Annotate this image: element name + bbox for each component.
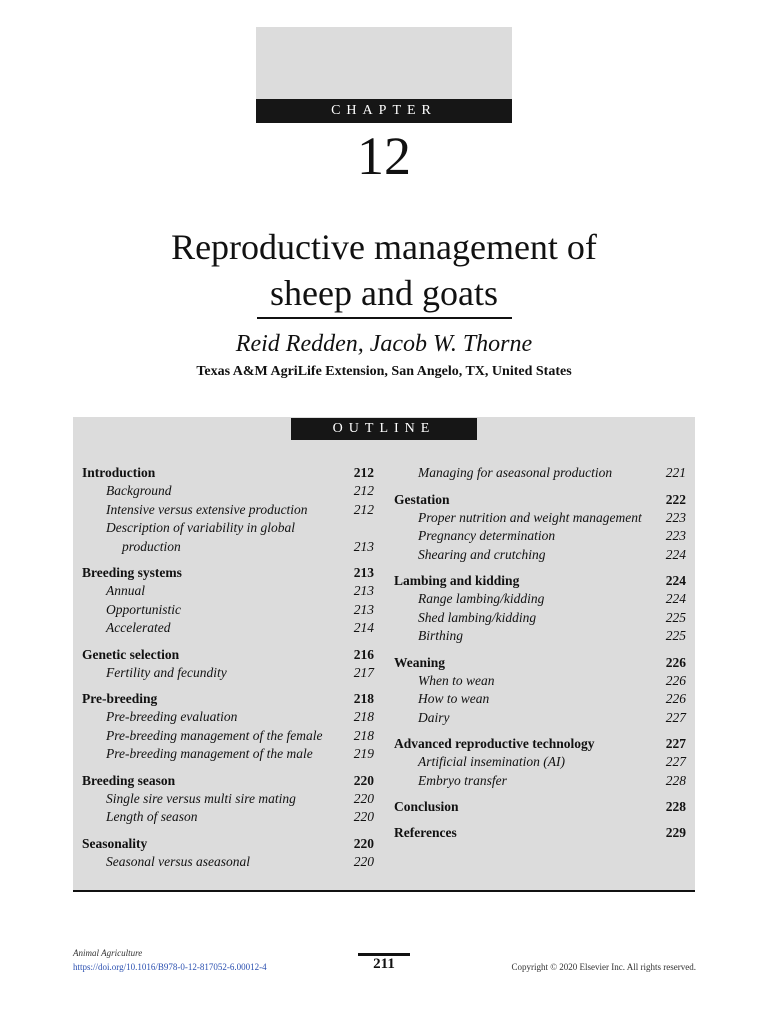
outline-gap	[394, 790, 686, 798]
outline-entry-label: References	[394, 825, 457, 840]
footer-copyright: Copyright © 2020 Elsevier Inc. All rights reserved.	[511, 962, 696, 972]
outline-column-left	[82, 464, 374, 871]
outline-entry-page: 220	[353, 853, 374, 869]
outline-entry-page: 225	[665, 609, 686, 625]
outline-subsection-entry[interactable]	[394, 527, 686, 546]
outline-entry-page: 212	[353, 501, 374, 517]
outline-entry-label: Length of season	[106, 809, 198, 824]
outline-subsection-entry[interactable]	[82, 601, 374, 620]
outline-section-entry[interactable]	[394, 735, 686, 753]
outline-section-entry[interactable]	[82, 772, 374, 790]
outline-subsection-entry[interactable]	[394, 590, 686, 609]
outline-entry-label: Pre-breeding	[82, 691, 158, 706]
outline-entry-label: Single sire versus multi sire mating	[106, 790, 296, 806]
outline-subsection-entry[interactable]	[82, 790, 374, 809]
outline-subsection-entry[interactable]	[394, 464, 686, 483]
title-underline	[257, 317, 512, 319]
outline-entry-page: 218	[353, 727, 374, 743]
outline-entry-page: 219	[353, 746, 374, 761]
outline-subsection-entry[interactable]	[82, 538, 374, 557]
outline-entry-page: 222	[665, 491, 686, 507]
outline-subsection-entry[interactable]	[394, 509, 686, 528]
outline-entry-label: production	[122, 538, 181, 554]
outline-section-entry[interactable]	[82, 464, 374, 482]
chapter-number: 12	[357, 126, 411, 186]
outline-entry-page: 221	[665, 465, 686, 480]
outline-section-entry[interactable]	[82, 564, 374, 582]
outline-entry-page: 218	[353, 709, 374, 724]
outline-gap	[82, 682, 374, 690]
outline-subsection-entry[interactable]	[82, 708, 374, 727]
outline-label: OUTLINE	[291, 418, 477, 440]
chapter-label: CHAPTER	[256, 99, 512, 123]
page-number: 211	[373, 956, 395, 972]
footer-journal: Animal Agriculture	[73, 948, 143, 958]
chapter-title-line-1: Reproductive management of	[171, 227, 597, 267]
outline-gap	[82, 556, 374, 564]
outline-entry-page: 224	[665, 591, 686, 606]
affiliation: Texas A&M AgriLife Extension, San Angelo, TX, United States	[196, 364, 572, 379]
outline-entry-label: Pre-breeding management of the female	[106, 727, 323, 743]
outline-subsection-entry[interactable]	[82, 808, 374, 827]
outline-section-entry[interactable]	[394, 824, 686, 842]
outline-subsection-entry[interactable]	[82, 664, 374, 683]
outline-subsection-entry[interactable]	[394, 672, 686, 691]
outline-section-entry[interactable]	[82, 646, 374, 664]
outline-section-entry[interactable]	[82, 690, 374, 708]
outline-entry-label: Proper nutrition and weight management	[418, 509, 642, 525]
outline-entry-label: Advanced reproductive technology	[394, 736, 595, 751]
outline-entry-page: 213	[353, 601, 374, 617]
outline-subsection-entry[interactable]	[82, 582, 374, 601]
outline-subsection-entry[interactable]	[82, 727, 374, 746]
outline-entry-page: 225	[665, 628, 686, 643]
outline-section-entry[interactable]	[394, 572, 686, 590]
outline-section-entry[interactable]	[394, 491, 686, 509]
outline-entry-page: 213	[353, 565, 374, 580]
outline-entry-label: Pre-breeding evaluation	[106, 709, 238, 724]
outline-entry-label: Seasonality	[82, 835, 148, 851]
outline-entry-page: 223	[665, 528, 686, 543]
outline-entry-page: 229	[665, 825, 686, 840]
outline-entry-label: Accelerated	[106, 620, 171, 635]
outline-entry-page: 220	[353, 835, 374, 851]
authors: Reid Redden, Jacob W. Thorne	[235, 331, 533, 357]
outline-entry-page: 224	[665, 573, 686, 588]
outline-subsection-entry[interactable]	[394, 690, 686, 709]
outline-entry-page: 228	[665, 772, 686, 788]
outline-column-right	[394, 464, 686, 842]
outline-entry-label: Annual	[106, 583, 145, 598]
outline-gap	[394, 646, 686, 654]
outline-entry-page: 226	[665, 672, 686, 688]
outline-entry-label: Seasonal versus aseasonal	[106, 853, 250, 869]
outline-entry-page: 226	[665, 654, 686, 670]
outline-entry-page: 220	[353, 809, 374, 824]
outline-subsection-entry[interactable]	[82, 482, 374, 501]
chapter-title-line-2: sheep and goats	[270, 273, 498, 313]
outline-entry-page: 223	[665, 509, 686, 525]
outline-entry-label: Shed lambing/kidding	[418, 609, 537, 625]
outline-entry-page: 227	[665, 709, 686, 725]
outline-gap	[394, 816, 686, 824]
outline-entry-label: Weaning	[394, 654, 446, 670]
outline-entry-label: Breeding season	[82, 772, 176, 788]
outline-entry-page: 227	[665, 736, 686, 751]
outline-entry-label: Background	[106, 483, 172, 498]
outline-entry-label: Managing for aseasonal production	[418, 465, 613, 480]
outline-gap	[394, 727, 686, 735]
outline-subsection-entry[interactable]	[394, 546, 686, 565]
outline-entry-label: Embryo transfer	[418, 772, 507, 788]
footer-doi-link[interactable]: https://doi.org/10.1016/B978-0-12-817052-6.00012-4	[73, 962, 267, 972]
outline-entry-label: Pre-breeding management of the male	[106, 746, 313, 761]
outline-entry-label: When to wean	[418, 672, 495, 688]
outline-gap	[394, 483, 686, 491]
outline-entry-label: Introduction	[82, 465, 156, 480]
outline-entry-label: Breeding systems	[82, 565, 182, 580]
outline-section-entry[interactable]	[394, 798, 686, 816]
outline-entry-label: Shearing and crutching	[418, 546, 546, 562]
outline-entry-page: 212	[353, 465, 374, 480]
outline-entry-label: Fertility and fecundity	[106, 664, 227, 680]
outline-gap	[82, 638, 374, 646]
outline-entry-page: 227	[665, 754, 686, 769]
outline-subsection-entry[interactable]	[82, 619, 374, 638]
outline-subsection-entry[interactable]	[394, 627, 686, 646]
outline-subsection-entry[interactable]	[394, 753, 686, 772]
outline-entry-page: 217	[353, 664, 374, 680]
outline-entry-page: 220	[353, 772, 374, 788]
outline-entry-page: 218	[353, 691, 374, 706]
outline-entry-label: Description of variability in global	[106, 520, 295, 535]
outline-subsection-entry[interactable]	[82, 519, 374, 538]
outline-section-entry[interactable]	[82, 835, 374, 853]
outline-entry-label: Conclusion	[394, 799, 459, 814]
outline-entry-label: Opportunistic	[106, 601, 182, 617]
outline-entry-page: 213	[353, 538, 374, 554]
outline-subsection-entry[interactable]	[394, 772, 686, 791]
outline-subsection-entry[interactable]	[82, 501, 374, 520]
outline-section-entry[interactable]	[394, 654, 686, 672]
outline-subsection-entry[interactable]	[82, 745, 374, 764]
outline-entry-page: 226	[665, 691, 686, 706]
outline-entry-page: 213	[353, 583, 374, 598]
outline-entry-label: Lambing and kidding	[394, 573, 520, 588]
outline-entry-page: 216	[353, 646, 374, 662]
outline-entry-label: Gestation	[394, 491, 450, 507]
outline-entry-label: Range lambing/kidding	[418, 591, 545, 606]
outline-gap	[394, 564, 686, 572]
outline-entry-label: Dairy	[418, 709, 450, 725]
outline-subsection-entry[interactable]	[394, 609, 686, 628]
outline-entry-label: Pregnancy determination	[418, 528, 556, 543]
outline-entry-label: Genetic selection	[82, 646, 180, 662]
outline-subsection-entry[interactable]	[394, 709, 686, 728]
outline-entry-label: Intensive versus extensive production	[106, 501, 308, 517]
outline-entry-label: Birthing	[418, 628, 464, 643]
outline-gap	[82, 764, 374, 772]
outline-entry-page: 214	[353, 620, 374, 635]
outline-entry-label: How to wean	[418, 691, 490, 706]
outline-entry-page: 224	[665, 546, 686, 562]
outline-entry-page: 212	[353, 483, 374, 498]
outline-gap	[82, 827, 374, 835]
outline-entry-page: 220	[353, 790, 374, 806]
outline-entry-page: 228	[665, 799, 686, 814]
chapter-title	[0, 224, 768, 316]
outline-subsection-entry[interactable]	[82, 853, 374, 872]
outline-entry-label: Artificial insemination (AI)	[418, 754, 565, 769]
